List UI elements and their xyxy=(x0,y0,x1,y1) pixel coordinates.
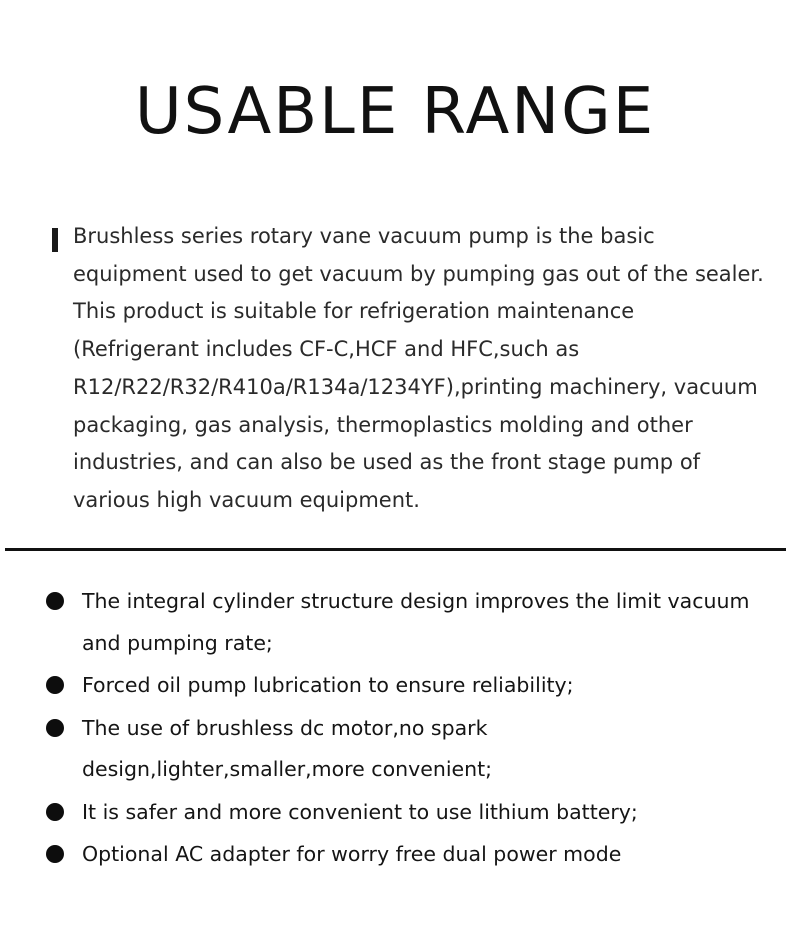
page-title: USABLE RANGE xyxy=(134,75,656,149)
feature-item xyxy=(46,834,766,876)
feature-item xyxy=(46,665,766,707)
feature-text: It is safer and more convenient to use lithium battery; xyxy=(82,799,638,824)
bullet-dot-icon xyxy=(46,803,64,821)
feature-item xyxy=(46,708,766,791)
bullet-dot-icon xyxy=(46,719,64,737)
feature-item xyxy=(46,792,766,834)
feature-list xyxy=(46,581,766,877)
intro-paragraph: Brushless series rotary vane vacuum pump is the basic equipment used to get vacuum by pumping gas out of the sealer. This product is suitable for refrigeration maintenance (Refrigerant includes CF-C,HCF and HFC,such as R12/R22/R32/R410a/R134a/1234YF),printing machinery, vacuum packaging, gas analysis, thermoplastics molding and other industries, and can also be used as the front stage pump of various high vacuum equipment. xyxy=(73,224,764,512)
feature-text: The integral cylinder structure design improves the limit vacuum and pumping rate; xyxy=(82,589,750,655)
feature-item xyxy=(46,581,766,664)
intro-bar-marker xyxy=(52,228,58,252)
feature-text: The use of brushless dc motor,no spark design,lighter,smaller,more convenient; xyxy=(82,715,493,781)
intro-section xyxy=(52,218,764,520)
bullet-dot-icon xyxy=(46,676,64,694)
feature-text: Forced oil pump lubrication to ensure reliability; xyxy=(82,673,574,697)
feature-text: Optional AC adapter for worry free dual power mode xyxy=(82,842,622,866)
section-divider xyxy=(5,548,786,551)
bullet-dot-icon xyxy=(46,845,64,863)
bullet-dot-icon xyxy=(46,592,64,610)
